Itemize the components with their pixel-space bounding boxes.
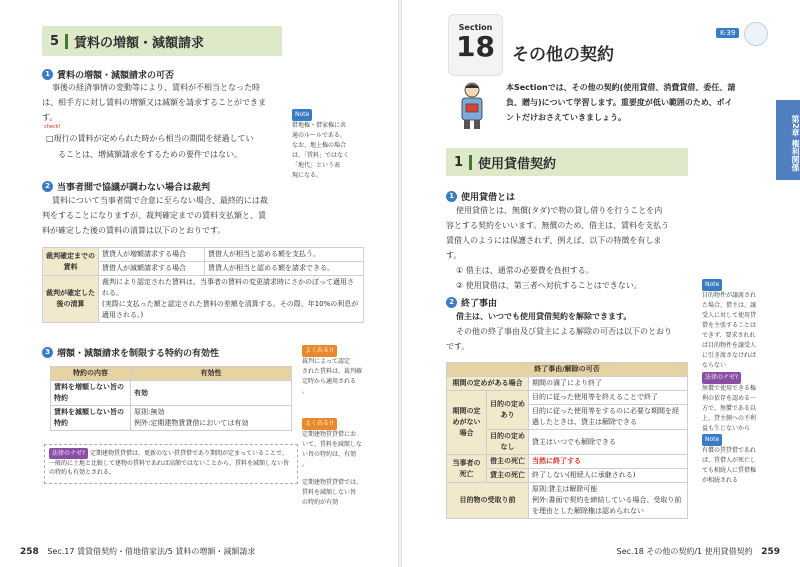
note-line: 受人に対して使用貸 bbox=[702, 312, 757, 319]
heading-1 bbox=[446, 190, 515, 203]
note-line: は、「賃料」ではなく bbox=[292, 152, 350, 159]
table-header: 有効性 bbox=[131, 367, 292, 381]
heading-number: 1 bbox=[446, 191, 457, 202]
paragraph-line: その他の終了事由及び貸主による解除の可否は以下のとおり bbox=[456, 327, 672, 336]
subsection-number: 1 bbox=[454, 155, 472, 170]
side-note bbox=[302, 478, 368, 508]
table-row-header: 期間の定めがない場合 bbox=[447, 391, 487, 455]
heading-text: 終了事由 bbox=[461, 299, 498, 309]
note-line: た場合、借主は、譲 bbox=[702, 302, 757, 309]
paragraph-line: 借主は、いつでも使用貸借契約を解除できます。 bbox=[456, 312, 632, 321]
note-line: なお、地上権の場合 bbox=[292, 142, 347, 149]
note-line: い旨の特約は、有効 bbox=[302, 451, 357, 458]
page-gutter bbox=[398, 0, 402, 567]
paragraph-line: は、相手方に対し賃料の増額又は減額を請求することができま bbox=[42, 98, 266, 107]
table-cell bbox=[131, 406, 292, 431]
heading-text: 当事者間で協議が調わない場合は裁判 bbox=[57, 183, 211, 193]
special-terms-table bbox=[50, 366, 292, 431]
frequent-badge: よく出る!! bbox=[302, 418, 337, 430]
side-note bbox=[702, 279, 774, 371]
footer-text: Sec.18 その他の契約/1 使用貸借契約 bbox=[616, 547, 753, 556]
note-line: 定期建物賃貸借にお bbox=[302, 431, 357, 438]
table-row-header: 期間の定めがある場合 bbox=[447, 377, 529, 391]
heading-text: 賃料の増額・減額請求の可否 bbox=[57, 71, 175, 81]
note-line: 通のルールである。 bbox=[292, 132, 346, 139]
section-title: 賃料の増額・減額請求 bbox=[74, 35, 205, 51]
note-line: 利の依存を認める一 bbox=[702, 395, 757, 402]
heading-text: 使用貸借とは bbox=[461, 193, 516, 203]
note-line: 「地代」という表 bbox=[292, 162, 341, 169]
note-line: ば目的物件を譲受人 bbox=[702, 342, 757, 349]
side-note bbox=[302, 418, 368, 470]
table-cell-text: 裁判により認定された賃料は、当事者の賃料の変更請求時にさかのぼって適用される。 bbox=[102, 278, 354, 297]
table-row-header: 裁判確定までの賃料 bbox=[43, 248, 99, 276]
settlement-table bbox=[42, 247, 364, 323]
paragraph-line: 料が確定した後の賃料の清算は以下のとおりです。 bbox=[42, 226, 226, 235]
note-line: 。 bbox=[302, 388, 309, 395]
table-cell-text: 例外:書面で契約を締結している場合、受取り前を理由とした解除権は認められない bbox=[532, 496, 682, 515]
note-line: された賃料は、裁判確 bbox=[302, 368, 363, 375]
paragraph-line: す。 bbox=[42, 113, 58, 122]
table-header: 終了事由/解除の可否 bbox=[447, 363, 688, 377]
heading-text: 増額・減額請求を制限する特約の有効性 bbox=[57, 349, 220, 359]
heading-number: 2 bbox=[446, 297, 457, 308]
intro-line: ントだけおさえていきましょう。 bbox=[506, 113, 626, 122]
list-item: ② 使用貸借は、第三者へ対抗することはできない。 bbox=[456, 281, 642, 290]
note-line: 有償の賃貸借であれ bbox=[702, 447, 757, 454]
note-badge: Note bbox=[702, 279, 722, 291]
paragraph-line: す。 bbox=[446, 251, 462, 260]
table-row-subheader: 目的の定めあり bbox=[487, 391, 529, 430]
intro-line: 負、贈与)について学習します。重要度が低い範囲のため、ポイ bbox=[506, 98, 733, 107]
table-cell: 目的に従った使用等を終えることで終了 bbox=[529, 391, 688, 405]
note-line: 目的物件が譲渡され bbox=[702, 292, 757, 299]
note-line: の特約が有効 bbox=[302, 499, 339, 506]
table-cell: 賃貸人が相当と認める額を請求できる。 bbox=[205, 262, 364, 276]
check-item: □現行の賃料が定められた時から相当の期間を経過してい bbox=[46, 134, 254, 143]
law-badge: 法律のナゼ? bbox=[49, 448, 88, 459]
section-badge bbox=[448, 14, 503, 76]
page-footer bbox=[617, 546, 780, 557]
paragraph-line: 賃借人のようには保護されず、例えば、以下の特徴を有しま bbox=[446, 236, 662, 245]
table-cell-text: 例外:定期建物賃貸借においては有効 bbox=[134, 419, 249, 427]
note-line: できず、要求されれ bbox=[702, 332, 756, 339]
note-line: 無償で使用できる権 bbox=[702, 385, 757, 392]
page-title: その他の契約 bbox=[512, 45, 614, 65]
table-cell-text: 原則:貸主は解除可能 bbox=[532, 485, 598, 493]
table-cell bbox=[99, 276, 364, 323]
table-row-subheader: 借主の死亡 bbox=[487, 455, 529, 469]
note-line: いて、賃料を減額しな bbox=[302, 441, 362, 448]
note-line: 現になる。 bbox=[292, 172, 323, 179]
table-row-subheader: 貸主の死亡 bbox=[487, 469, 529, 483]
table-cell: 賃貸人が増額請求する場合 bbox=[99, 248, 205, 262]
table-row-header: 裁判が確定した後の清算 bbox=[43, 276, 99, 323]
note-line: が相続される bbox=[702, 477, 739, 484]
subsection-title: 使用貸借契約 bbox=[478, 156, 557, 172]
page-number: 259 bbox=[761, 547, 780, 557]
note-line: ならない bbox=[702, 362, 727, 369]
chapter-tab: 第2章 権利関係 bbox=[776, 100, 800, 180]
page-footer bbox=[20, 546, 255, 557]
heading-number: 1 bbox=[42, 69, 53, 80]
section-label: Section bbox=[458, 23, 493, 32]
note-line: に引き渡さなければ bbox=[702, 352, 757, 359]
check-item: ることは、増減額請求をするための要件ではない。 bbox=[58, 150, 242, 159]
table-row-subheader: 目的の定めなし bbox=[487, 430, 529, 455]
law-reason-box bbox=[44, 444, 298, 484]
paragraph-line: です。 bbox=[446, 342, 470, 351]
note-line: ば、賃借人が死亡し bbox=[702, 457, 757, 464]
table-cell: 当然に終了する bbox=[529, 455, 688, 469]
reading-person-icon bbox=[452, 80, 492, 130]
list-item: ① 借主は、通常の必要費を負担する。 bbox=[456, 266, 594, 275]
table-cell bbox=[529, 483, 688, 519]
intro-text bbox=[506, 80, 768, 125]
note-line: ても相続人に賃借権 bbox=[702, 467, 757, 474]
side-note bbox=[702, 372, 774, 434]
heading-number: 2 bbox=[42, 181, 53, 192]
note-line: 借地権・借家権に共 bbox=[292, 122, 347, 129]
check-label: check! bbox=[44, 124, 61, 130]
table-cell: 有効 bbox=[131, 381, 292, 406]
intro-line: 本Sectionでは、その他の契約(使用貸借、消費貸借、委任、請 bbox=[506, 83, 736, 92]
note-line: 賃料を減額しない旨 bbox=[302, 489, 357, 496]
table-cell: 目的に従った使用等をするのに必要な期間を経過したときは、貸主は解除できる bbox=[529, 405, 688, 430]
section-number: 18 bbox=[456, 30, 495, 63]
table-row-header: 当事者の死亡 bbox=[447, 455, 487, 483]
table-cell: 終了しない(相続人に承継される) bbox=[529, 469, 688, 483]
note-badge: Note bbox=[702, 434, 722, 446]
table-cell: 賃借人が相当と認める額を支払う。 bbox=[205, 248, 364, 262]
paragraph-line: 賃料について当事者間で合意に至らない場合、最終的には裁 bbox=[52, 196, 268, 205]
paragraph-line: 事後の経済事情の変動等により、賃料が不相当となった時 bbox=[52, 83, 260, 92]
note-line: 借を主張することは bbox=[702, 322, 757, 329]
heading-3 bbox=[42, 346, 219, 359]
table-cell: 賃借人が減額請求する場合 bbox=[99, 262, 205, 276]
section-header bbox=[42, 26, 282, 56]
note-badge: Note bbox=[292, 109, 312, 121]
note-line: 定時から適用される bbox=[302, 378, 357, 385]
table-header: 特約の内容 bbox=[51, 367, 131, 381]
table-cell: 貸主はいつでも解除できる bbox=[529, 430, 688, 455]
law-badge: 法律のナゼ? bbox=[702, 372, 741, 384]
heading-number: 3 bbox=[42, 347, 53, 358]
note-line: 上、貸主側への不利 bbox=[702, 415, 757, 422]
side-note bbox=[702, 434, 774, 486]
heading-2 bbox=[446, 296, 497, 309]
page-number: 258 bbox=[20, 547, 39, 557]
subsection-header bbox=[446, 148, 688, 176]
note-line: 定期建物賃貸借では、 bbox=[302, 479, 363, 486]
table-cell: 賃料を減額しない旨の特約 bbox=[51, 406, 131, 431]
table-cell: 賃料を増額しない旨の特約 bbox=[51, 381, 131, 406]
section-number: 5 bbox=[50, 34, 68, 49]
table-cell-text: 原則:無効 bbox=[134, 408, 165, 416]
table-row-header: 目的物の受取り前 bbox=[447, 483, 529, 519]
frequent-badge: よく出る!! bbox=[302, 345, 337, 357]
law-text: 定期建物賃貸借は、更新のない賃貸借であり期間が定まっていることで、一般的に土地と比較して建物の賃料であれば高額ではないことから、賃料を減額しない旨の特約も有効とされる。 bbox=[49, 450, 290, 476]
termination-table bbox=[446, 362, 688, 519]
note-line: 裁判によって認定 bbox=[302, 358, 351, 365]
note-line: 。 bbox=[302, 461, 309, 468]
side-note bbox=[292, 109, 370, 181]
note-line: 益も生じないから bbox=[702, 425, 751, 432]
table-cell: 期間の満了により終了 bbox=[529, 377, 688, 391]
mascot-icon bbox=[744, 22, 768, 46]
table-cell-text: (実際に支払った額と認定された賃料の差額を清算する。その際、年10%の利息が適用される。) bbox=[102, 300, 359, 319]
paragraph-line: 判をすることになりますが、裁判確定までの賃料支払額と、賃 bbox=[42, 211, 266, 220]
paragraph-line: 容とする契約をいいます。無償のため、借主は、賃料を支払う bbox=[446, 221, 670, 230]
side-note bbox=[302, 345, 368, 397]
note-line: 方で、無償である以 bbox=[702, 405, 756, 412]
footer-text: Sec.17 賃貸借契約・借地借家法/5 賃料の増額・減額請求 bbox=[47, 547, 256, 556]
paragraph-line: 使用貸借とは、無償(タダ)で物の貸し借りを行うことを内 bbox=[456, 206, 663, 215]
video-tag[interactable]: K-39 bbox=[716, 28, 739, 38]
heading-2 bbox=[42, 180, 210, 193]
